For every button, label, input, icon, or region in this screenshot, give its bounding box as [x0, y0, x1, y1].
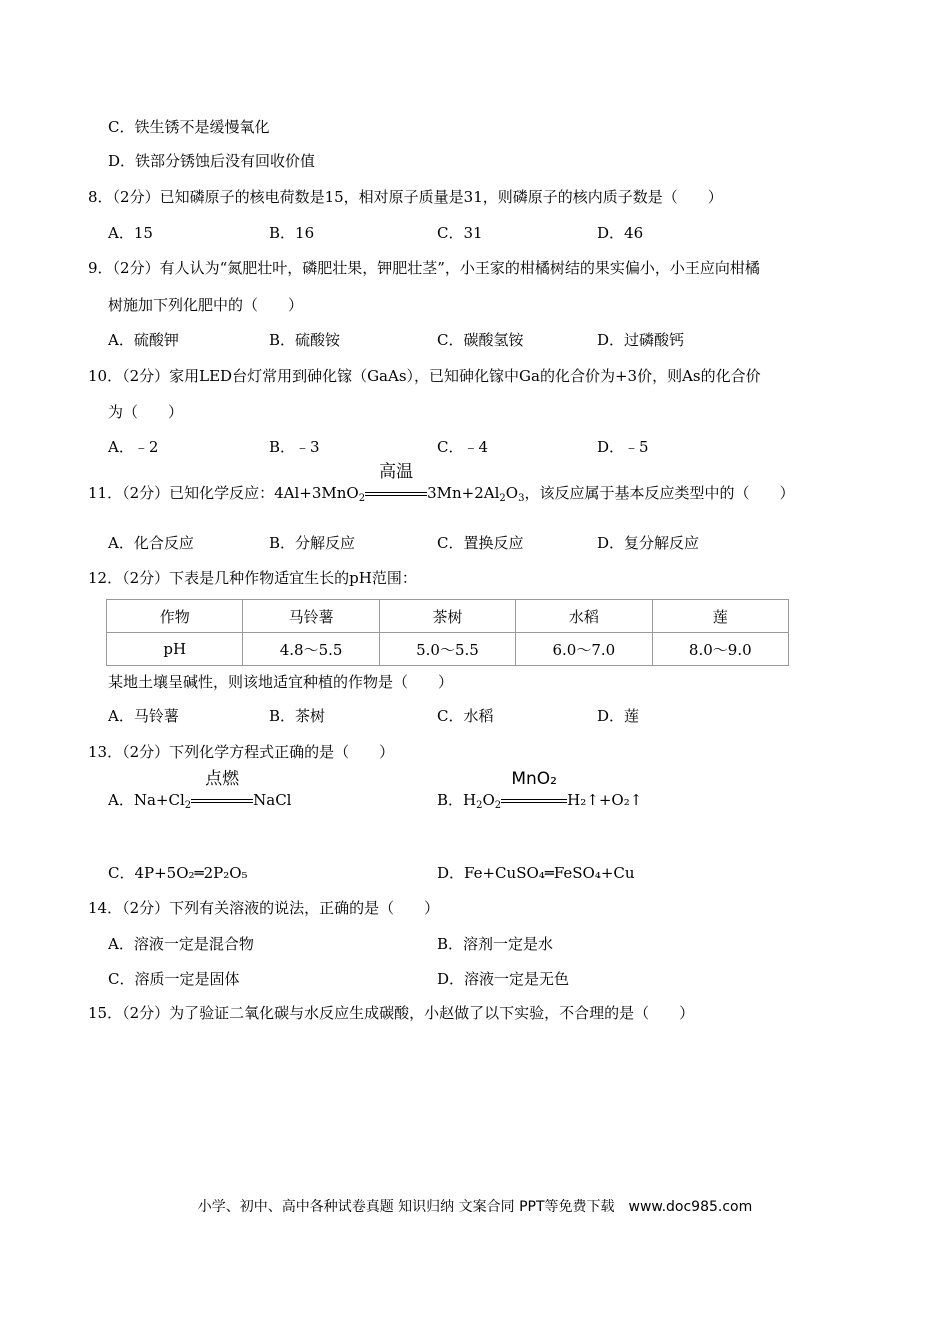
q8-option-b: B．16 — [269, 224, 315, 242]
q13-b-prefix: B．H — [437, 791, 477, 809]
q14-option-d: D．溶液一定是无色 — [437, 970, 570, 988]
table-cell: 马铃薯 — [243, 600, 379, 633]
q13-option-a: A．$Na+Cl_2$ 点燃 NaCl — [108, 769, 292, 811]
q12-option-d: D．莲 — [597, 707, 640, 725]
q7-option-c: C．铁生锈不是缓慢氧化 — [108, 118, 270, 136]
table-cell: 水稻 — [516, 600, 652, 633]
q10-option-a: A．﹣2 — [108, 438, 159, 456]
q10-stem-line1: 10．（2分）家用LED台灯常用到砷化镓（GaAs），已知砷化镓中Ga的化合价为+3价，则As的化合价 — [88, 367, 761, 385]
table-cell: 作物 — [107, 600, 243, 633]
q10-option-c: C．﹣4 — [437, 438, 489, 456]
q13-a-condition-text: 点燃 — [205, 769, 240, 789]
q11-condition-text: 高温 — [379, 462, 414, 482]
q13-a-condition — [191, 769, 253, 810]
q14-option-a: A．溶液一定是混合物 — [108, 935, 254, 953]
q14-stem: 14．（2分）下列有关溶液的说法，正确的是（ ） — [88, 899, 440, 917]
table-cell: 4.8～5.5 — [243, 633, 379, 666]
q13-option-b: B．$H_2O_2$ MnO₂ H₂↑+O₂↑ — [437, 769, 643, 811]
q12-stem: 12．（2分）下表是几种作物适宜生长的pH范围： — [88, 569, 417, 587]
q13-a-prefix: A．Na+Cl — [108, 791, 185, 809]
q8-option-d: D．46 — [597, 224, 644, 242]
q13-option-d: D．Fe+CuSO₄═FeSO₄+Cu — [437, 864, 635, 882]
q13-b-condition-text: MnO₂ — [511, 769, 557, 789]
q11-stem: 11．（2分）已知化学反应：4Al+3MnO$_2$ 高温 $3Mn+2Al_2O_3$，该反应属于基本反应类型中的（ ） — [88, 462, 795, 504]
q10-stem-line2: 为（ ） — [108, 403, 184, 421]
q11-reaction-condition — [365, 462, 427, 503]
q8-option-c: C．31 — [437, 224, 483, 242]
table-cell: 5.0～5.5 — [379, 633, 515, 666]
q15-stem: 15．（2分）为了验证二氧化碳与水反应生成碳酸，小赵做了以下实验，不合理的是（ ） — [88, 1004, 695, 1022]
q13-option-c: C．4P+5O₂═2P₂O₅ — [108, 864, 248, 882]
q9-option-a: A．硫酸钾 — [108, 331, 179, 349]
q11-option-c: C．置换反应 — [437, 534, 524, 552]
table-cell: 6.0～7.0 — [516, 633, 652, 666]
q12-after-text: 某地土壤呈碱性，则该地适宜种植的作物是（ ） — [108, 673, 454, 691]
q13-b-product: H₂↑+O₂↑ — [567, 791, 643, 809]
table-row — [107, 633, 789, 666]
q8-stem: 8．（2分）已知磷原子的核电荷数是15，相对原子质量是31，则磷原子的核内质子数是（ ） — [88, 188, 723, 206]
q13-stem: 13．（2分）下列化学方程式正确的是（ ） — [88, 743, 395, 761]
table-header-row — [107, 600, 789, 633]
q9-option-d: D．过磷酸钙 — [597, 331, 685, 349]
q8-option-a: A．15 — [108, 224, 153, 242]
q14-option-b: B．溶剂一定是水 — [437, 935, 554, 953]
q9-stem-line2: 树施加下列化肥中的（ ） — [108, 296, 304, 314]
table-cell: pH — [107, 633, 243, 666]
q12-option-b: B．茶树 — [269, 707, 326, 725]
table-cell: 茶树 — [379, 600, 515, 633]
q9-stem-line1: 9．（2分）有人认为“氮肥壮叶，磷肥壮果，钾肥壮茎”，小王家的柑橘树结的果实偏小，小王应向柑橘 — [88, 259, 760, 277]
q10-option-d: D．﹣5 — [597, 438, 649, 456]
q13-a-product: NaCl — [253, 791, 292, 809]
q11-stem-prefix: 11．（2分）已知化学反应：4Al+3MnO — [88, 484, 359, 502]
q9-option-b: B．硫酸铵 — [269, 331, 341, 349]
q10-option-b: B．﹣3 — [269, 438, 320, 456]
ph-range-table — [106, 599, 789, 666]
table-cell: 莲 — [652, 600, 788, 633]
table-cell: 8.0～9.0 — [652, 633, 788, 666]
q11-option-d: D．复分解反应 — [597, 534, 700, 552]
q11-stem-suffix: ，该反应属于基本反应类型中的（ ） — [524, 484, 795, 502]
q13-b-condition — [501, 769, 567, 810]
q14-option-c: C．溶质一定是固体 — [108, 970, 240, 988]
q11-stem-product: 3Mn+2Al — [427, 484, 500, 502]
q9-option-c: C．碳酸氢铵 — [437, 331, 524, 349]
q7-option-d: D．铁部分锈蚀后没有回收价值 — [108, 152, 316, 170]
q11-option-b: B．分解反应 — [269, 534, 356, 552]
q12-option-a: A．马铃薯 — [108, 707, 179, 725]
q11-option-a: A．化合反应 — [108, 534, 194, 552]
page-footer: 小学、初中、高中各种试卷真题 知识归纳 文案合同 PPT等免费下载 www.doc985.com — [197, 1199, 753, 1215]
q12-option-c: C．水稻 — [437, 707, 494, 725]
